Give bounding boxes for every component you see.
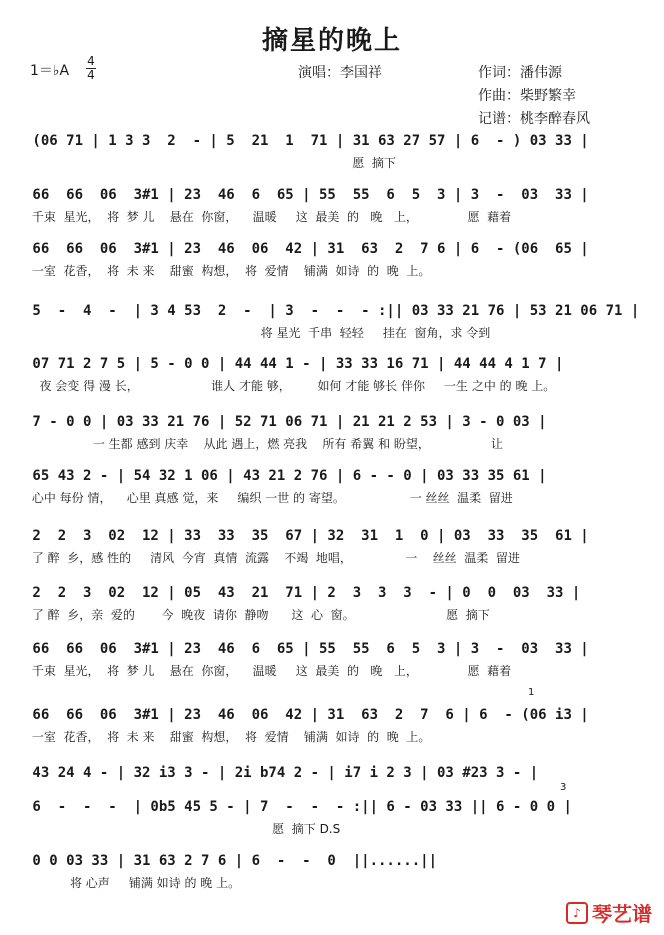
- score-row-notes: 66 66 06 3#1 | 23 46 06 42 | 31 63 2 7 6 | 6 - (06 i3 |: [24, 707, 589, 723]
- time-signature: [86, 56, 96, 81]
- time-signature-bottom: 4: [87, 68, 95, 82]
- score-row-lyrics: 了 醉 乡，亲 爱的 今 晚夜 请你 静吻 这 心 窗。 愿 摘下: [28, 608, 490, 622]
- lyricist-credit: 作词：潘伟源: [478, 65, 562, 81]
- transcriber-credit: 记谱：桃李醉春风: [478, 111, 590, 127]
- volta-1-label: 1: [528, 687, 535, 698]
- score-row-notes: 65 43 2 - | 54 32 1 06 | 43 21 2 76 | 6 - - 0 | 03 33 35 61 |: [24, 468, 547, 484]
- score-row-lyrics: 千束 星光， 将 梦 儿 悬在 你窗， 温暖 这 最美 的 晚 上， 愿 藉着: [28, 664, 512, 678]
- site-logo: [566, 898, 652, 927]
- volta-3-label: 3: [560, 782, 567, 793]
- time-signature-top: 4: [87, 54, 95, 68]
- score-row-lyrics: 一 生都 感到 庆幸 从此 遇上，燃 亮我 所有 希翼 和 盼望， 让: [28, 437, 503, 451]
- score-row-notes: 7 - 0 0 | 03 33 21 76 | 52 71 06 71 | 21 21 2 53 | 3 - 0 03 |: [24, 414, 547, 430]
- score-row-notes: 66 66 06 3#1 | 23 46 6 65 | 55 55 6 5 3 | 3 - 03 33 |: [24, 187, 589, 203]
- score-row-notes: 66 66 06 3#1 | 23 46 6 65 | 55 55 6 5 3 | 3 - 03 33 |: [24, 641, 589, 657]
- score-row-lyrics: 将 星光 千串 轻轻 挂在 窗角，求 令到: [28, 326, 491, 340]
- key-signature: 1＝♭A: [30, 63, 70, 79]
- score-row-notes: 0 0 03 33 | 31 63 2 7 6 | 6 - - 0 ||......||: [24, 853, 438, 869]
- score-row-notes: 07 71 2 7 5 | 5 - 0 0 | 44 44 1 - | 33 33 16 71 | 44 44 4 1 7 |: [24, 356, 564, 372]
- score-row-lyrics: 一室 花香， 将 未 来 甜蜜 构想， 将 爱情 铺满 如诗 的 晚 上。: [28, 730, 431, 744]
- page-title: 摘星的晚上: [261, 26, 402, 56]
- score-row-notes: (06 71 | 1 3 3 2 - | 5 21 1 71 | 31 63 27 57 | 6 - ) 03 33 |: [24, 133, 589, 149]
- score-row-notes: 43 24 4 - | 32 i3 3 - | 2i b74 2 - | i7 i 2 3 | 03 #23 3 - |: [24, 765, 539, 781]
- score-row-lyrics: 夜 会变 得 漫 长， 谁人 才能 够， 如何 才能 够长 伴你 一生 之中 的 晚 上。: [28, 379, 556, 393]
- score-row-lyrics: 愿 摘下: [28, 156, 396, 170]
- logo-icon: ♪: [566, 902, 588, 924]
- score-row-lyrics: 愿 摘下 D.S: [28, 822, 341, 836]
- singer-credit: 演唱：李国祥: [298, 65, 382, 81]
- score-row-notes: 2 2 3 02 12 | 05 43 21 71 | 2 3 3 3 - | 0 0 03 33 |: [24, 585, 581, 601]
- logo-text: 琴艺谱: [592, 902, 652, 926]
- score-row-lyrics: 心中 每份 情， 心里 真感 觉，来 编织 一世 的 寄望。 一 丝丝 温柔 留进: [28, 491, 513, 505]
- score-row-lyrics: 千束 星光， 将 梦 儿 悬在 你窗， 温暖 这 最美 的 晚 上， 愿 藉着: [28, 210, 512, 224]
- score-row-lyrics: 了 醉 乡，感 性的 清风 今宵 真情 流露 不竭 地唱， 一 丝丝 温柔 留进: [28, 551, 520, 565]
- score-row-notes: 2 2 3 02 12 | 33 33 35 67 | 32 31 1 0 | 03 33 35 61 |: [24, 528, 589, 544]
- composer-credit: 作曲：柴野繁幸: [478, 88, 576, 104]
- score-row-notes: 66 66 06 3#1 | 23 46 06 42 | 31 63 2 7 6 | 6 - (06 65 |: [24, 241, 589, 257]
- score-row-notes: 6 - - - | 0b5 45 5 - | 7 - - - :|| 6 - 03 33 || 6 - 0 0 |: [24, 799, 572, 815]
- score-row-lyrics: 将 心声 铺满 如诗 的 晚 上。: [28, 876, 241, 890]
- score-row-lyrics: 一室 花香， 将 未 来 甜蜜 构想， 将 爱情 铺满 如诗 的 晚 上。: [28, 264, 431, 278]
- score-row-notes: 5 - 4 - | 3 4 53 2 - | 3 - - - :|| 03 33 21 76 | 53 21 06 71 |: [24, 303, 640, 319]
